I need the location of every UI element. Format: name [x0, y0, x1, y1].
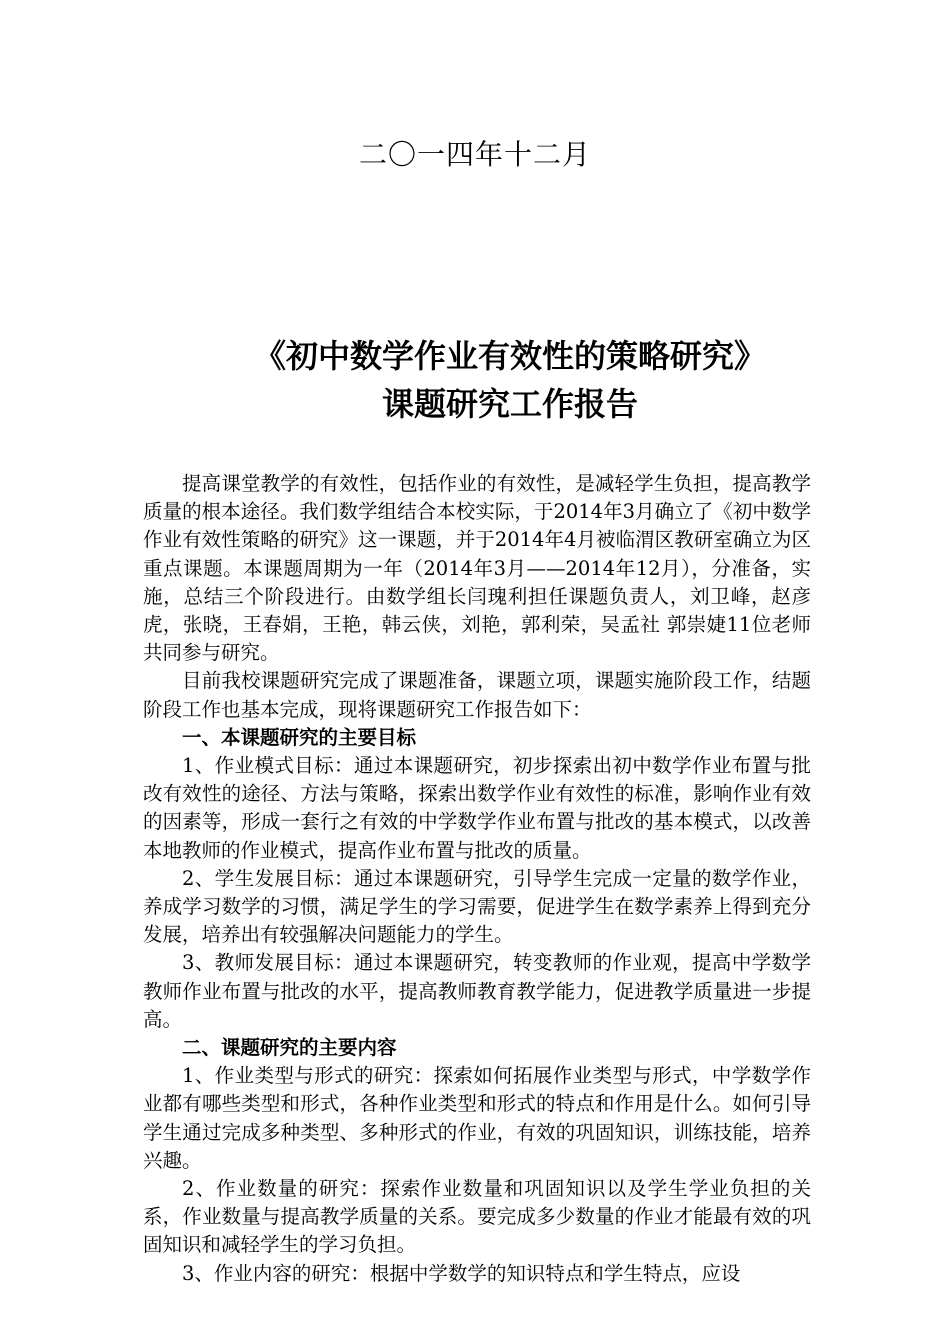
- paragraph-content-1: 1、作业类型与形式的研究：探索如何拓展作业类型与形式，中学数学作业都有哪些类型和形式，各种作业类型和形式的特点和作用是什么。如何引导学生通过完成多种类型、多种形式的作业，有效的巩固知识，训练技能，培养兴趣。: [143, 1064, 811, 1172]
- paragraph-goal-2: 2、学生发展目标：通过本课题研究，引导学生完成一定量的数学作业，养成学习数学的习惯，满足学生的学习需要，促进学生在数学素养上得到充分发展，培养出有较强解决问题能力的学生。: [143, 866, 811, 947]
- paragraph-intro: 提高课堂教学的有效性，包括作业的有效性，是减轻学生负担，提高教学质量的根本途径。我们数学组结合本校实际，于2014年3月确立了《初中数学作业有效性策略的研究》这一课题，并于2014年4月被临渭区教研室确立为区重点课题。本课题周期为一年（2014年3月——2014年12月），分准备，实施，总结三个阶段进行。由数学组长闫瑰利担任课题负责人，刘卫峰，赵彦虎，张晓，王春娟，王艳，韩云侠，刘艳，郭利荣，吴孟社 郭崇婕11位老师共同参与研究。: [143, 472, 811, 665]
- report-title: [190, 332, 830, 428]
- section-heading-content: 二、课题研究的主要内容: [182, 1036, 397, 1060]
- paragraph-content-3: 3、作业内容的研究：根据中学数学的知识特点和学生特点，应设: [182, 1261, 741, 1285]
- title-line-1: 《初中数学作业有效性的策略研究》: [253, 337, 766, 375]
- paragraph-goal-3: 3、教师发展目标：通过本课题研究，转变教师的作业观，提高中学数学教师作业布置与批改的水平，提高教师教育教学能力，促进教学质量进一步提高。: [143, 951, 811, 1031]
- paragraph-content-2: 2、作业数量的研究：探索作业数量和巩固知识以及学生学业负担的关系，作业数量与提高教学质量的关系。要完成多少数量的作业才能最有效的巩固知识和减轻学生的学习负担。: [143, 1177, 811, 1257]
- section-heading-goals: 一、本课题研究的主要目标: [182, 725, 417, 749]
- date-line: 二〇一四年十二月: [358, 138, 591, 171]
- title-line-2: 课题研究工作报告: [381, 385, 638, 423]
- paragraph-goal-1: 1、作业模式目标：通过本课题研究，初步探索出初中数学作业布置与批改有效性的途径、方法与策略，探索出数学作业有效性的标准，影响作业有效的因素等，形成一套行之有效的中学数学作业布置与批改的基本模式，以改善本地教师的作业模式，提高作业布置与批改的质量。: [143, 754, 811, 862]
- paragraph-status: 目前我校课题研究完成了课题准备，课题立项，课题实施阶段工作，结题阶段工作也基本完成，现将课题研究工作报告如下：: [143, 669, 811, 721]
- report-body: [143, 470, 811, 1288]
